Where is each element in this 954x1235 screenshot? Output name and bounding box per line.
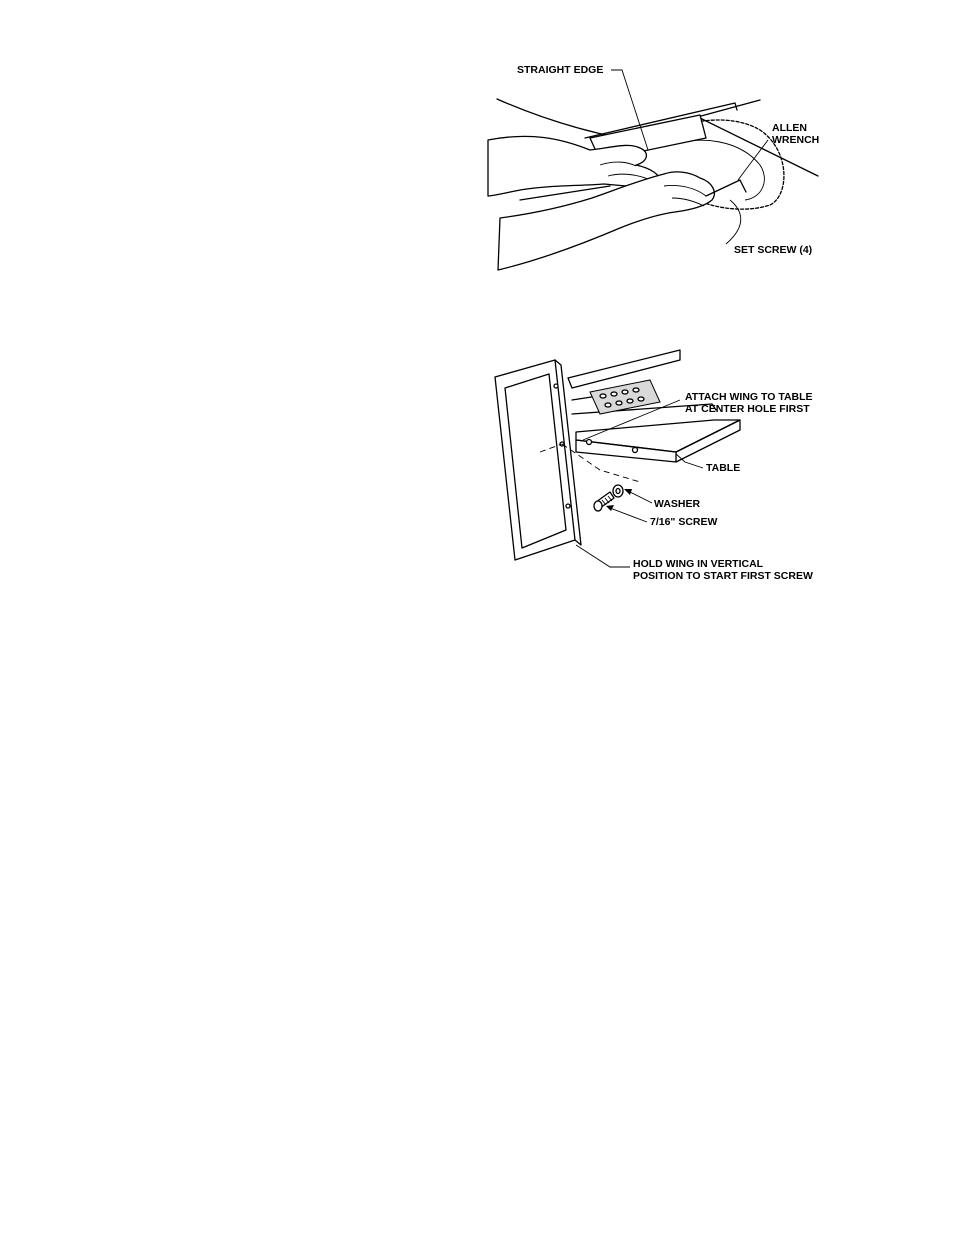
set-screw-leader xyxy=(726,200,741,244)
set-screw-label: SET SCREW (4) xyxy=(734,244,813,256)
table-label: TABLE xyxy=(706,462,741,474)
attach-label-line2: AT CENTER HOLE FIRST xyxy=(685,403,810,415)
attach-label-line1: ATTACH WING TO TABLE xyxy=(685,391,813,403)
washer-leader xyxy=(628,491,652,503)
screw-leader xyxy=(610,508,647,522)
wing-hole-bottom xyxy=(566,504,570,508)
hold-label-line2: POSITION TO START FIRST SCREW xyxy=(633,570,813,582)
straight-edge-label: STRAIGHT EDGE xyxy=(517,64,604,76)
wing-hole-top xyxy=(554,384,558,388)
washer-label: WASHER xyxy=(654,498,701,510)
blade-alignment-illustration xyxy=(488,64,819,270)
allen-wrench-leader xyxy=(738,140,768,180)
washer xyxy=(613,485,623,497)
allen-wrench-label-line1: ALLEN xyxy=(772,122,807,134)
table-hole-center xyxy=(633,448,638,453)
hold-leader xyxy=(576,545,630,567)
screw-label: 7/16" SCREW xyxy=(650,516,718,528)
hold-label-line1: HOLD WING IN VERTICAL xyxy=(633,558,764,570)
table-leader xyxy=(676,454,703,468)
allen-wrench-label-line2: WRENCH xyxy=(772,134,820,146)
extension-wing xyxy=(495,360,575,560)
table-top xyxy=(576,420,740,452)
table-hole-left xyxy=(587,440,592,445)
rear-rail xyxy=(568,350,680,388)
wing-attachment-illustration xyxy=(495,350,813,582)
